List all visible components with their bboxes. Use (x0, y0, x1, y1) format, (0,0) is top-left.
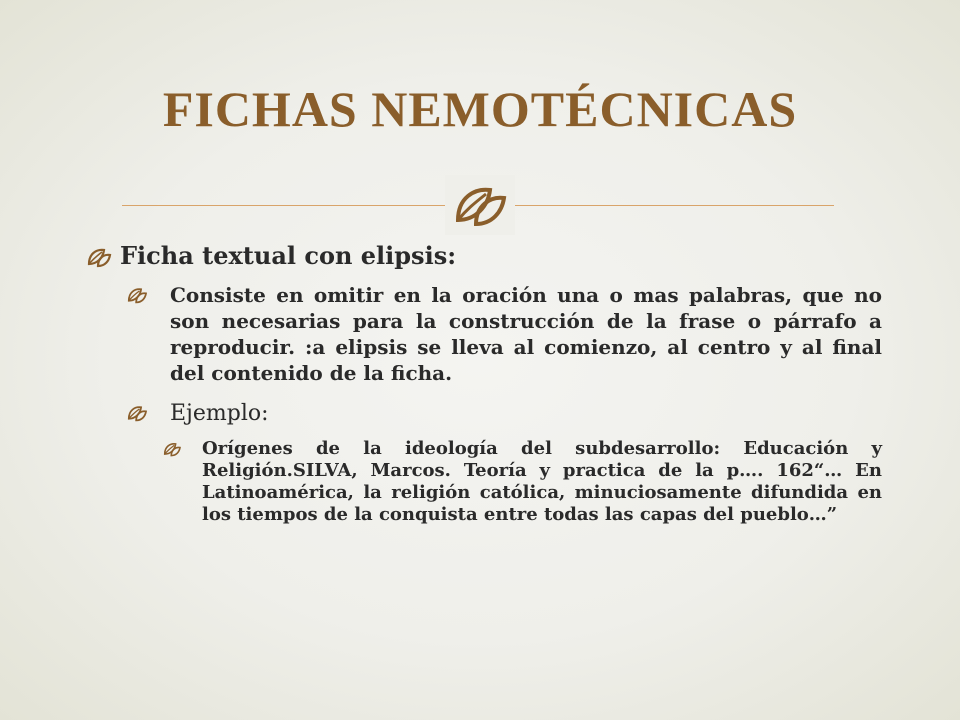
bullet-level3 (162, 438, 882, 526)
bullet-level1 (86, 240, 882, 272)
leaf-ornament-icon (445, 175, 515, 235)
bullet-level2 (126, 400, 882, 428)
bullet-text: Orígenes de la ideología del subdesarrollo: Educación y Religión.SILVA, Marcos. Teoría y practica de la p…. 162“… En Latinoamérica, la religión católica, minuciosamente difundida en los tiempos de la conquista entre todas las capas del pueblo…” (202, 438, 882, 525)
bullet-text: Ejemplo: (170, 401, 269, 426)
leaf-bullet-icon (86, 246, 112, 268)
bullet-level2 (126, 282, 882, 386)
bullet-text: Ficha textual con elipsis: (120, 241, 457, 270)
slide-content (86, 240, 882, 526)
bullet-text: Consiste en omitir en la oración una o mas palabras, que no son necesarias para la construcción de la frase o párrafo a reproducir. :a elipsis se lleva al comienzo, al centro y al final del contenido de la ficha. (170, 283, 882, 385)
slide-title: FICHAS NEMOTÉCNICAS (162, 81, 798, 137)
leaf-bullet-icon (126, 286, 148, 304)
leaf-bullet-icon (126, 404, 148, 422)
leaf-bullet-icon (162, 441, 182, 457)
